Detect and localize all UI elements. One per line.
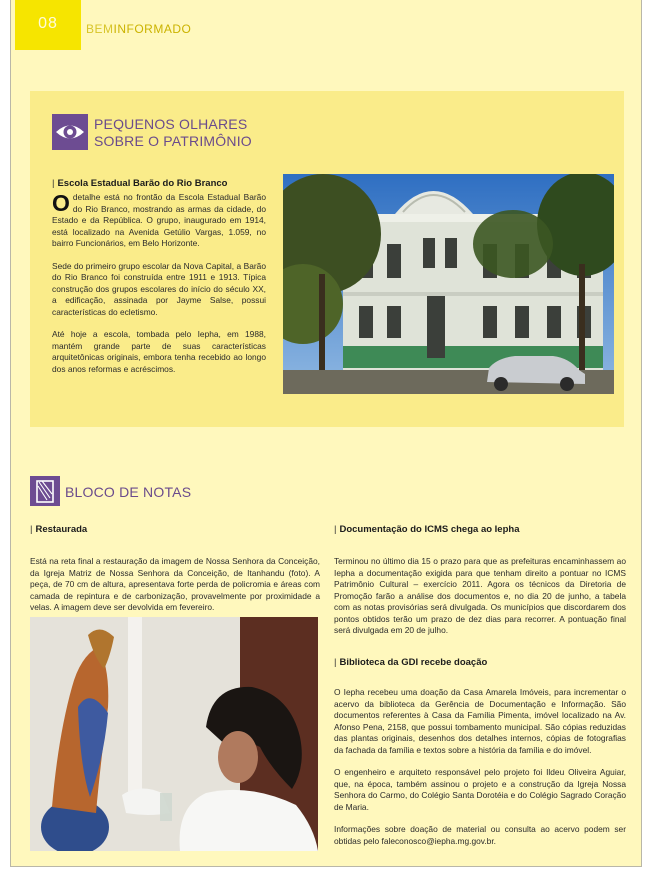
biblioteca-subhead: | Biblioteca da GDI recebe doação bbox=[334, 657, 487, 668]
biblioteca-body bbox=[334, 687, 626, 858]
restaurada-subhead: | Restaurada bbox=[30, 524, 87, 535]
heritage-subhead: | Escola Estadual Barão do Rio Branco bbox=[52, 178, 227, 189]
biblioteca-paragraph-1: O Iepha recebeu uma doação da Casa Amarela Imóveis, para incrementar o acervo da biblioteca da Gerência de Documentação e Informação. São documentos referentes à Casa da Família Pimenta, imóvel localizado na Av. Afonso Pena, 2158, que possui tombamento municipal. São cópias reduzidas das plantas originais, desenhos dos detalhes internos, cópias de fotografias da fachada da família e textos sobre a história da família e do imóvel. bbox=[334, 687, 626, 755]
heritage-title bbox=[94, 116, 252, 150]
heritage-paragraph-1: detalhe está no frontão da Escola Estadual Barão do Rio Branco, mostrando as armas da cidade, do Estado e da República. O grupo, inaugurado em 1914, está localizado na Avenida Getúlio Vargas, 1.059, no bairro Funcionários, em Belo Horizonte. bbox=[52, 192, 266, 248]
biblioteca-paragraph-2: O engenheiro e arquiteto responsável pelo projeto foi Ildeu Oliveira Aguiar, que, na época, também assinou o projeto e a construção da Igreja Nossa Senhora do Carmo, do Colégio Santa Dorotéia e do Colégio Sagrado Coração de Maria. bbox=[334, 767, 626, 812]
running-head-informado: INFORMADO bbox=[113, 22, 192, 36]
running-head bbox=[86, 22, 191, 36]
page-number: 08 bbox=[15, 0, 81, 50]
school-building-photo bbox=[283, 174, 614, 394]
running-head-bem: BEM bbox=[86, 22, 114, 36]
notepad-icon bbox=[30, 476, 60, 506]
heritage-title-line2: SOBRE O PATRIMÔNIO bbox=[94, 133, 252, 149]
heritage-paragraph-3: Até hoje a escola, tombada pelo Iepha, em 1988, mantém grande parte de suas características arquitetônicas originais, embora tenha recebido ao longo dos anos reformas e acréscimos. bbox=[52, 329, 266, 374]
icms-subhead: | Documentação do ICMS chega ao Iepha bbox=[334, 524, 519, 535]
restoration-photo bbox=[30, 617, 318, 851]
heritage-title-line1: PEQUENOS OLHARES bbox=[94, 116, 248, 132]
icms-text: Terminou no último dia 15 o prazo para que as prefeituras encaminhassem ao Iepha a documentação exigida para que tenham direito a pontuar no ICMS Patrimônio Cultural – exercício 2011. Agora os técnicos da Diretoria de Promoção farão a análise dos documentos e, no dia 20 de junho, a tabela com as notas provisórias será divulgada. Os municípios que discordarem dos pontos obtidos terão um prazo de dez dias para recorrer. A pontuação final será divulgada em 20 de julho. bbox=[334, 556, 626, 635]
heritage-paragraph-2: Sede do primeiro grupo escolar da Nova Capital, a Barão do Rio Branco foi construída entre 1911 e 1913. Típica construção dos grupos escolares do início do século XX, a edificação, assinada por Jayme Salse, possui características do ecletismo. bbox=[52, 260, 266, 317]
restaurada-text: Está na reta final a restauração da imagem de Nossa Senhora da Conceição, da Igreja Matriz de Nossa Senhora da Conceição, de Itanhandu (foto). A peça, de 70 cm de altura, apresentava forte perda de policromia e áreas com camada de repintura e de carbonização, provavelmente por proximidade a velas. A imagem deve ser devolvida em fevereiro. bbox=[30, 556, 320, 612]
biblioteca-paragraph-3: Informações sobre doação de material ou consulta ao acervo podem ser obtidas pelo faleconosco@iepha.mg.gov.br. bbox=[334, 824, 626, 846]
dropcap: O bbox=[52, 190, 70, 216]
eye-icon bbox=[52, 114, 88, 150]
heritage-body bbox=[52, 192, 266, 386]
notes-title: BLOCO DE NOTAS bbox=[65, 484, 192, 500]
